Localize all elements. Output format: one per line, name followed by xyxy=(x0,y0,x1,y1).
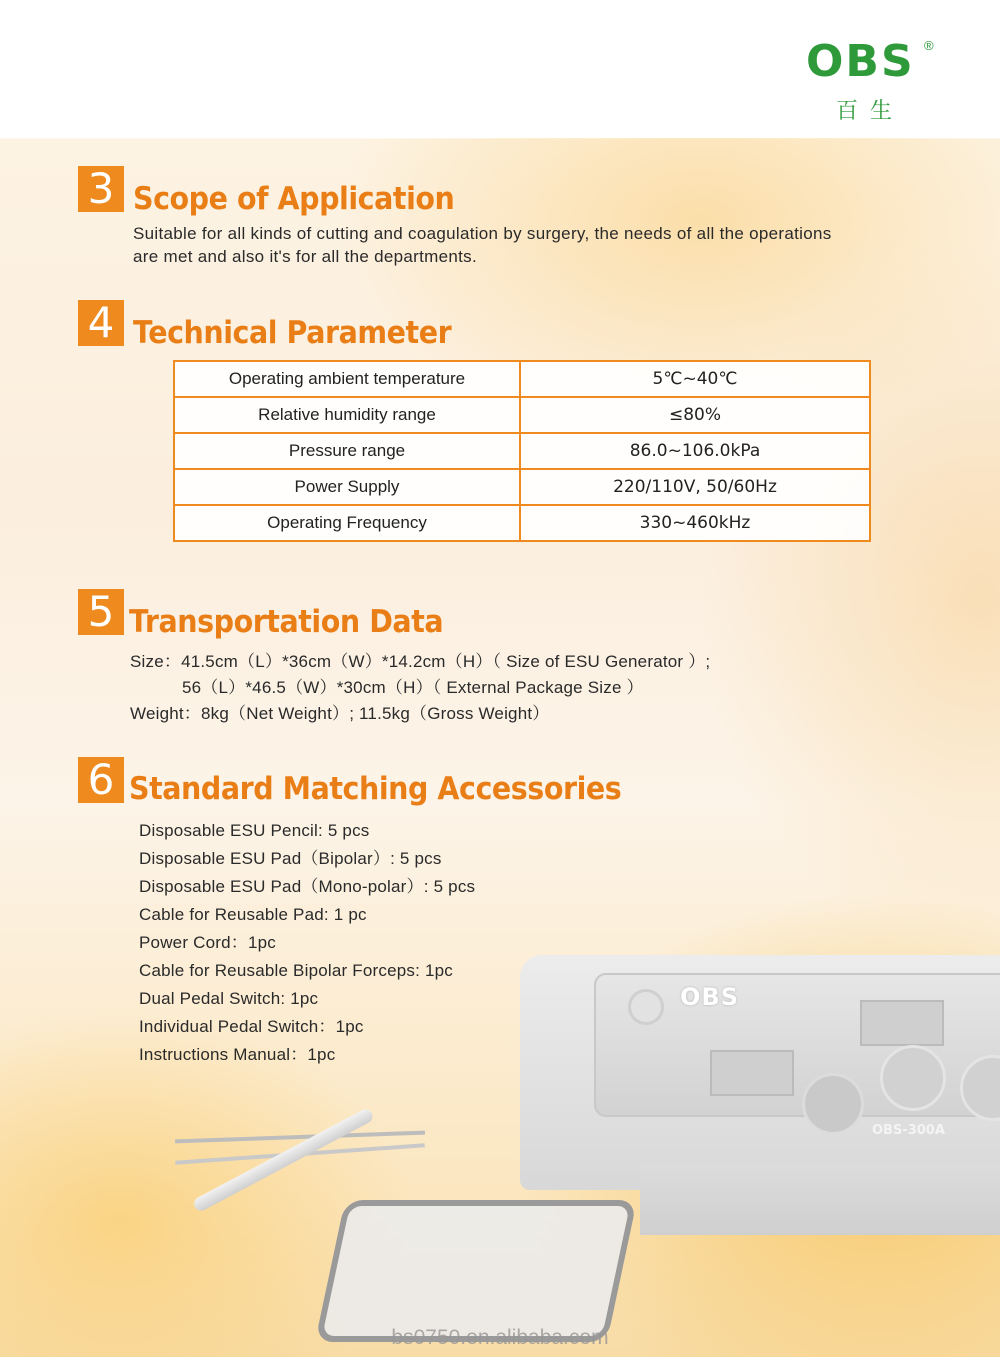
section-6-number: 6 xyxy=(78,757,124,803)
generator-knob xyxy=(802,1073,864,1135)
param-value: ≤80% xyxy=(520,397,870,433)
bipolar-forceps-illustration xyxy=(175,1131,425,1144)
param-value: 86.0~106.0kPa xyxy=(520,433,870,469)
registered-mark: ® xyxy=(924,38,934,53)
list-item: Cable for Reusable Pad: 1 pc xyxy=(139,905,367,924)
list-item: Disposable ESU Pad（Bipolar）: 5 pcs xyxy=(139,849,442,868)
param-label: Relative humidity range xyxy=(174,397,520,433)
esu-generator-illustration xyxy=(520,955,1000,1255)
section-4-title: Technical Parameter xyxy=(133,315,452,351)
generator-brand: OBS xyxy=(680,983,739,1011)
weight-line: Weight：8kg（Net Weight）; 11.5kg（Gross Weight） xyxy=(130,704,550,723)
watermark: bs0750.en.alibaba.com xyxy=(391,1326,609,1349)
list-item: Instructions Manual：1pc xyxy=(139,1045,336,1064)
scope-line-2: are met and also it's for all the departments. xyxy=(133,247,477,266)
section-3-title: Scope of Application xyxy=(133,181,455,217)
list-item: Individual Pedal Switch：1pc xyxy=(139,1017,364,1036)
param-label: Operating ambient temperature xyxy=(174,361,520,397)
param-value: 5℃~40℃ xyxy=(520,361,870,397)
param-label: Operating Frequency xyxy=(174,505,520,541)
list-item: Cable for Reusable Bipolar Forceps: 1pc xyxy=(139,961,453,980)
table-row xyxy=(174,397,870,433)
table-row xyxy=(174,505,870,541)
logo-brand: OBS xyxy=(806,36,915,87)
param-label: Power Supply xyxy=(174,469,520,505)
power-icon xyxy=(628,989,664,1025)
generator-front xyxy=(640,1165,1000,1235)
obs-logo xyxy=(806,38,946,128)
logo-chinese: 百生 xyxy=(836,99,905,124)
scope-line-1: Suitable for all kinds of cutting and coagulation by surgery, the needs of all the operations xyxy=(133,224,832,243)
package-line: 56（L）*46.5（W）*30cm（H）（ External Package Size ） xyxy=(182,678,644,697)
list-item: Dual Pedal Switch: 1pc xyxy=(139,989,319,1008)
table-row xyxy=(174,433,870,469)
section-3-number: 3 xyxy=(78,166,124,212)
technical-parameter-table xyxy=(173,360,871,542)
section-6-title: Standard Matching Accessories xyxy=(129,771,622,807)
param-label: Pressure range xyxy=(174,433,520,469)
section-4-number: 4 xyxy=(78,300,124,346)
generator-knob xyxy=(880,1045,946,1111)
accessories-list xyxy=(139,819,475,1071)
generator-display xyxy=(860,1000,944,1046)
size-line: Size：41.5cm（L）*36cm（W）*14.2cm（H）（ Size of ESU Generator ）; xyxy=(130,652,711,671)
section-5-number: 5 xyxy=(78,589,124,635)
param-value: 330~460kHz xyxy=(520,505,870,541)
table-row xyxy=(174,361,870,397)
list-item: Power Cord：1pc xyxy=(139,933,276,952)
generator-model: OBS-300A xyxy=(872,1123,945,1138)
param-value: 220/110V, 50/60Hz xyxy=(520,469,870,505)
table-row xyxy=(174,469,870,505)
section-5-title: Transportation Data xyxy=(129,604,444,640)
list-item: Disposable ESU Pad（Mono-polar）: 5 pcs xyxy=(139,877,476,896)
generator-display xyxy=(710,1050,794,1096)
list-item: Disposable ESU Pencil: 5 pcs xyxy=(139,821,370,840)
